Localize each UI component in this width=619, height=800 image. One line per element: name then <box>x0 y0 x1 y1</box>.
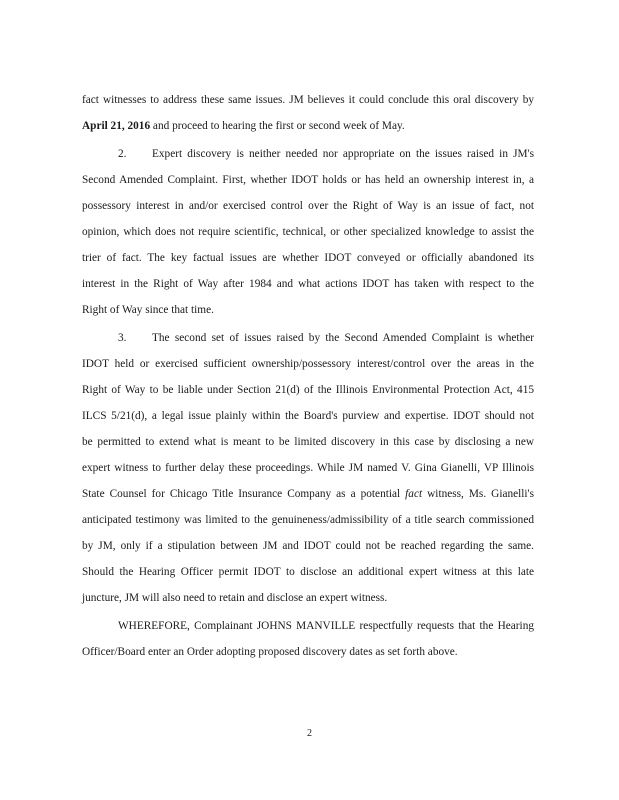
text-line: by JM, only if a stipulation between JM and IDOT could not be reached regarding the same. <box>82 540 534 552</box>
page-number: 2 <box>307 728 312 739</box>
text-line: ILCS 5/21(d), a legal issue plainly within the Board's purview and expertise. IDOT should not <box>82 410 534 422</box>
text-line <box>82 120 534 132</box>
text-line: Should the Hearing Officer permit IDOT to disclose an additional expert witness at this late <box>82 566 534 578</box>
text-line: possessory interest in and/or exercised control over the Right of Way is an issue of fact, not <box>82 200 534 212</box>
text-line: juncture, JM will also need to retain and disclose an expert witness. <box>82 592 388 604</box>
emphasized-word: fact <box>405 488 423 500</box>
paragraph-number: 3. <box>118 332 127 344</box>
text-span: State Counsel for Chicago Title Insurance Company as a potential <box>82 488 406 500</box>
text-line: be permitted to extend what is meant to be limited discovery in this case by disclosing a new <box>82 436 534 448</box>
text-line: Officer/Board enter an Order adopting proposed discovery dates as set forth above. <box>82 646 458 658</box>
text-line: expert witness to further delay these proceedings. While JM named V. Gina Gianelli, VP Illinois <box>82 462 534 474</box>
text-line: Second Amended Complaint. First, whether IDOT holds or has held an ownership interest in, a <box>82 174 534 186</box>
text-span: and proceed to hearing the first or second week of May. <box>150 120 405 132</box>
text-line: WHEREFORE, Complainant JOHNS MANVILLE respectfully requests that the Hearing <box>118 620 534 632</box>
text-line: trier of fact. The key factual issues are whether IDOT conveyed or officially abandoned its <box>82 252 534 264</box>
deadline-date: April 21, 2016 <box>82 120 151 132</box>
text-line: IDOT held or exercised sufficient ownership/possessory interest/control over the areas in the <box>82 358 534 370</box>
text-line: interest in the Right of Way after 1984 and what actions IDOT has taken with respect to the <box>82 278 534 290</box>
text-line: Right of Way since that time. <box>82 304 214 316</box>
text-line: The second set of issues raised by the Second Amended Complaint is whether <box>152 332 534 344</box>
text-line: anticipated testimony was limited to the genuineness/admissibility of a title search commissioned <box>82 514 534 526</box>
text-line: fact witnesses to address these same issues. JM believes it could conclude this oral discovery by <box>82 94 534 106</box>
text-line: Right of Way to be liable under Section 21(d) of the Illinois Environmental Protection Act, 415 <box>82 384 534 396</box>
text-line <box>82 488 534 500</box>
text-span: witness, Ms. Gianelli's <box>422 488 534 500</box>
paragraph-number: 2. <box>118 148 127 160</box>
text-line: Expert discovery is neither needed nor appropriate on the issues raised in JM's <box>152 148 534 160</box>
text-line: opinion, which does not require scientific, technical, or other specialized knowledge to assist the <box>82 226 534 238</box>
